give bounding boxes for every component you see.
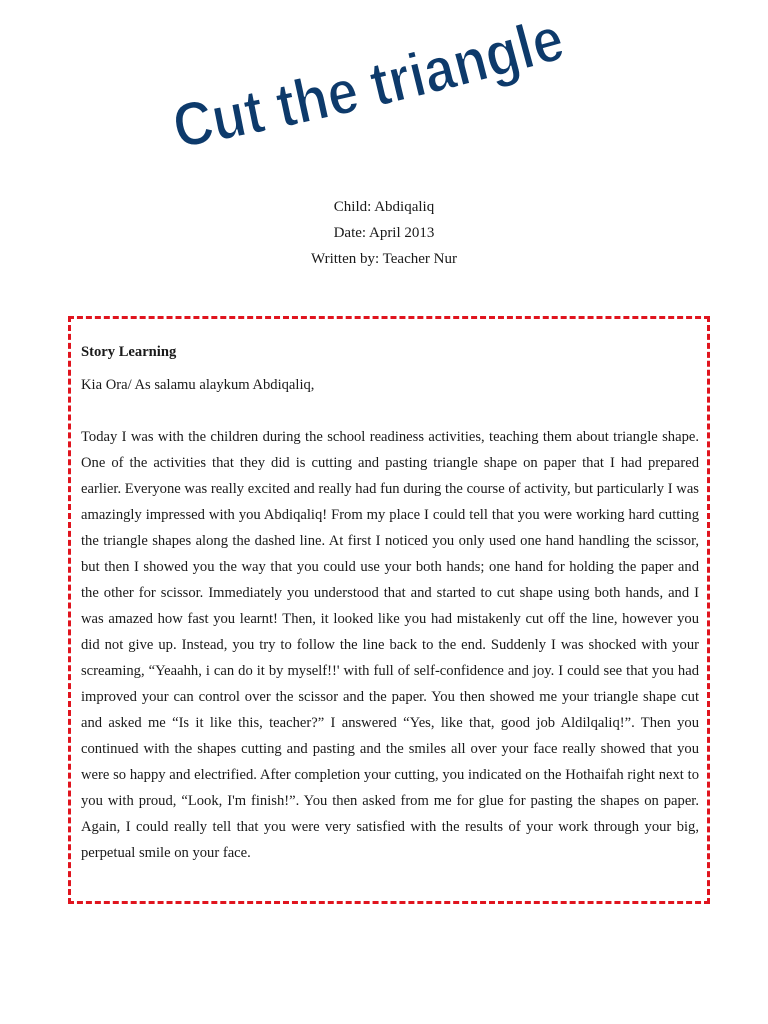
document-author: Written by: Teacher Nur	[311, 251, 457, 267]
story-content	[81, 339, 699, 866]
story-box	[68, 316, 710, 904]
document-meta	[0, 194, 768, 272]
story-heading: Story Learning	[81, 344, 177, 360]
title-wordart-graphic	[160, 3, 580, 170]
story-greeting: Kia Ora/ As salamu alaykum Abdiqaliq,	[81, 377, 315, 393]
story-body: Today I was with the children during the school readiness activities, teaching them about triangle shape. One of the activities that they did is cutting and pasting triangle shape on paper that I had prepared earlier. Everyone was really excited and really had fun during the course of activity, but particularly I was amazingly impressed with you Abdiqaliq! From my place I could tell that you were working hard cutting the triangle shapes along the dashed line. At first I noticed you only used one hand handling the scissor, but then I showed you the way that you could use your both hands; one hand for holding the paper and the other for scissor. Immediately you understood that and started to cut shape using both hands, and I was amazed how fast you learnt! Then, it looked like you had mistakenly cut off the line, however you did not give up. Instead, you try to follow the line back to the end. Suddenly I was shocked with your screaming, “Yeaahh, i can do it by myself!!' with full of self-confidence and joy. I could see that you had improved your can control over the scissor and the paper. You then showed me your triangle shape cut and asked me “Is it like this, teacher?” I answered “Yes, like that, good job Aldilqaliq!”. Then you continued with the shapes cutting and pasting and the smiles all over your face really showed that you were so happy and electrified. After completion your cutting, you indicated on the Hothaifah right next to you with proud, “Look, I'm finish!”. You then asked from me for glue for pasting the shapes on paper. Again, I could really tell that you were very satisfied with the results of your work through your big, perpetual smile on your face.	[81, 429, 699, 861]
page-title-text: Cut the triangle	[167, 3, 575, 162]
document-date: Date: April 2013	[333, 225, 435, 241]
child-name: Child: Abdiqaliq	[333, 199, 435, 215]
title-wordart	[160, 3, 580, 170]
page-title	[167, 3, 575, 162]
